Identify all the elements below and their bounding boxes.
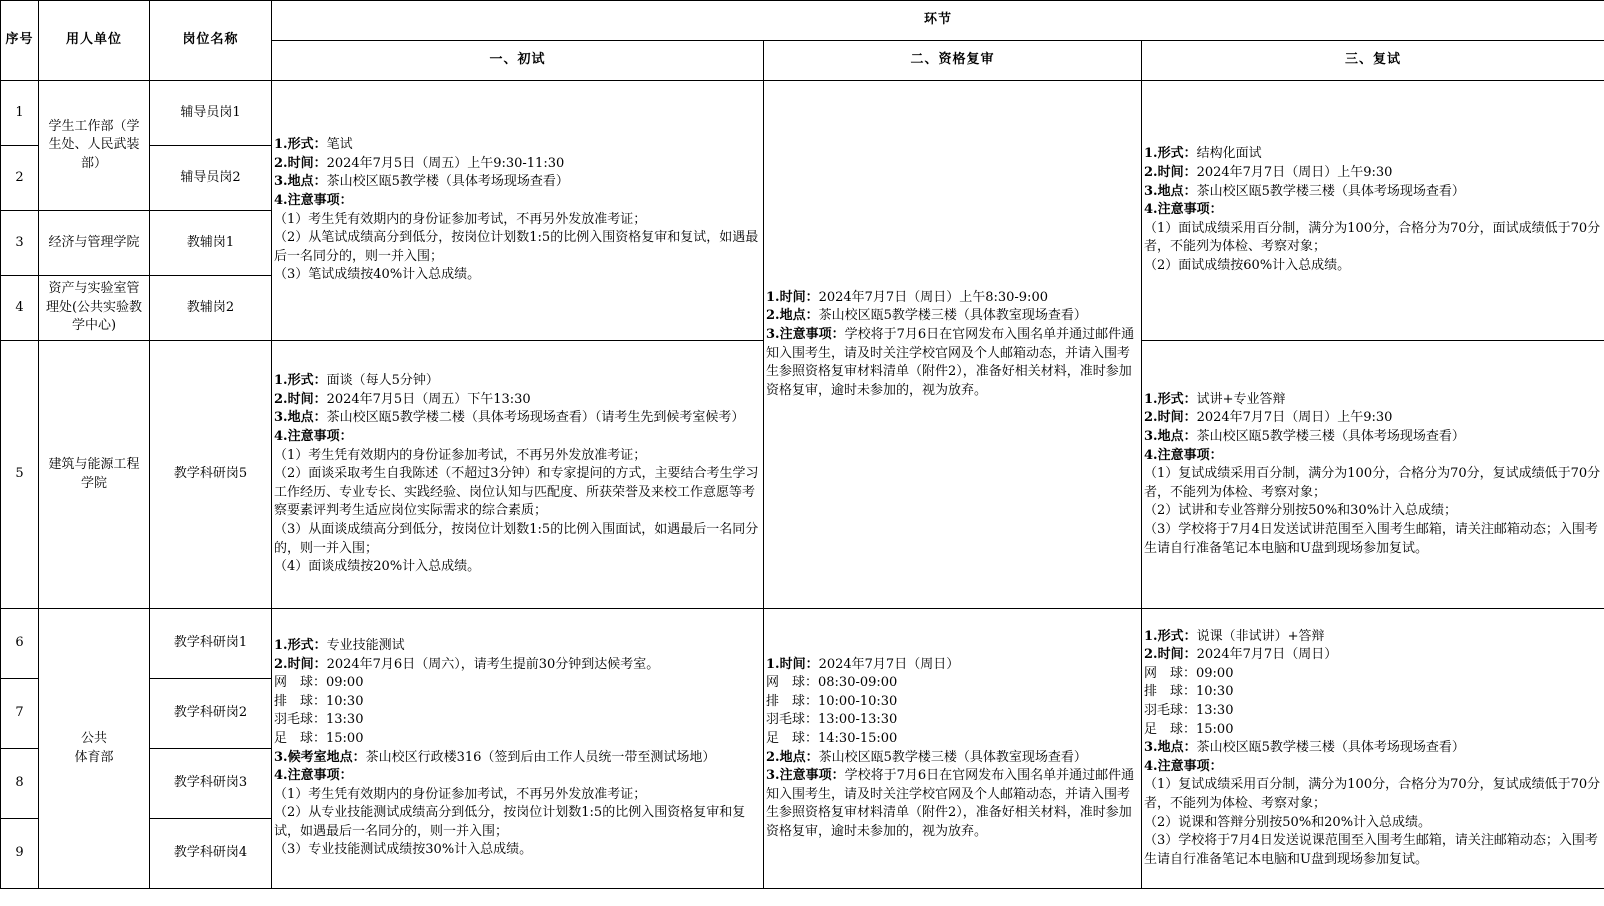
content-line (1144, 257, 1602, 276)
item-text: （1）面试成绩采用百分制，满分为100分，合格分为70分，面试成绩低于70分者，不能列为体检、考察对象； (1144, 220, 1601, 255)
item-text: （2）试讲和专业答辩分别按50%和30%计入总成绩； (1144, 503, 1458, 519)
row-unit: 建筑与能源工程学院 (39, 341, 150, 609)
content-line (1144, 739, 1602, 758)
item-text: 2024年7月5日（周五）上午9:30-11:30 (326, 155, 565, 171)
stage3-cell (1142, 81, 1604, 341)
content-line (274, 136, 761, 155)
stage1-cell (272, 81, 764, 341)
header-stage: 环节 (272, 1, 1604, 41)
content-line (1144, 409, 1602, 428)
row-seq: 7 (1, 679, 39, 749)
item-text: （4）面谈成绩按20%计入总成绩。 (274, 559, 481, 575)
item-label: 1.形式： (274, 637, 327, 653)
content-line (1144, 428, 1602, 447)
content-line (274, 786, 761, 805)
item-text: 羽毛球：13:00-13:30 (766, 712, 898, 728)
row-unit: 公共 体育部 (39, 609, 150, 889)
item-label: 1.形式： (1144, 628, 1197, 644)
row-seq: 8 (1, 749, 39, 819)
item-text: （3）专业技能测试成绩按30%计入总成绩。 (274, 842, 533, 858)
item-text: 排 球：10:30 (1144, 684, 1234, 700)
item-text: 2024年7月5日（周五）下午13:30 (326, 391, 531, 407)
item-text: （3）学校将于7月4日发送说课范围至入围考生邮箱，请关注邮箱动态；入围考生请自行准备笔记本电脑和U盘到现场参加复试。 (1144, 833, 1598, 867)
row-position: 教辅岗2 (150, 276, 272, 341)
item-label: 4.注意事项： (1144, 447, 1223, 463)
content-line (274, 693, 761, 712)
item-label: 1.形式： (274, 373, 327, 389)
item-text: 茶山校区瓯5教学楼三楼（具体考场现场查看） (1196, 183, 1465, 199)
row-seq: 1 (1, 81, 39, 146)
row-position: 辅导员岗2 (150, 146, 272, 211)
content-line (1144, 832, 1602, 869)
item-text: 茶山校区行政楼316（签到后由工作人员统一带至测试场地） (365, 749, 716, 765)
row-seq: 9 (1, 819, 39, 889)
item-text: （2）从笔试成绩高分到低分，按岗位计划数1:5的比例入围资格复审和复试，如遇最后一名同分的，则一并入围； (274, 230, 759, 264)
content-line (274, 804, 761, 841)
item-text: 学校将于7月6日在官网发布入围名单并通过邮件通知入围考生，请及时关注学校官网及个人邮箱动态，并请入围考生参照资格复审材料清单（附件2），准备好相关材料，准时参加资格复审，逾时未参加的，视为放弃。 (766, 768, 1135, 839)
item-label: 3.地点： (1144, 429, 1197, 445)
item-text: 网 球：09:00 (274, 675, 364, 691)
row-position: 教学科研岗2 (150, 679, 272, 749)
content-line (274, 521, 761, 558)
item-text: 羽毛球：13:30 (1144, 703, 1234, 719)
content-line (766, 711, 1139, 730)
row-seq: 4 (1, 276, 39, 341)
content-line (1144, 628, 1602, 647)
item-label: 2.地点： (766, 308, 819, 324)
content-line (274, 656, 761, 675)
content-line (274, 211, 761, 230)
item-text: （2）面试成绩按60%计入总成绩。 (1144, 257, 1351, 273)
item-text: （1）复试成绩采用百分制，满分为100分，合格分为70分，复试成绩低于70分者，不能列为体检、考察对象； (1144, 777, 1601, 811)
item-text: 足 球：15:00 (1144, 721, 1234, 737)
content-line (274, 465, 761, 521)
header-stage3: 三、复试 (1142, 41, 1604, 81)
content-line (1144, 683, 1602, 702)
content-line (1144, 502, 1602, 521)
item-text: 试讲+专业答辩 (1196, 391, 1286, 407)
item-text: 茶山校区瓯5教学楼三楼（具体教室现场查看） (818, 749, 1087, 765)
content-line (1144, 814, 1602, 833)
item-text: （3）从面谈成绩高分到低分，按岗位计划数1:5的比例入围面试，如遇最后一名同分的，则一并入围； (274, 521, 759, 556)
content-line (766, 767, 1139, 841)
item-text: 茶山校区瓯5教学楼三楼（具体考场现场查看） (1196, 429, 1465, 445)
content-line (274, 155, 761, 174)
row-position: 教辅岗1 (150, 211, 272, 276)
content-line (274, 409, 761, 428)
item-text: 2024年7月7日（周日）上午9:30 (1196, 165, 1393, 181)
item-text: 2024年7月6日（周六），请考生提前30分钟到达候考室。 (326, 656, 660, 672)
content-line (766, 307, 1139, 326)
item-text: 网 球：09:00 (1144, 665, 1234, 681)
stage2-cell (764, 81, 1142, 609)
item-label: 4.注意事项： (1144, 202, 1223, 218)
content-line (1144, 665, 1602, 684)
header-position: 岗位名称 (150, 1, 272, 81)
content-line (1144, 447, 1602, 466)
item-label: 2.时间： (1144, 165, 1197, 181)
item-text: （2）说课和答辩分别按50%和20%计入总成绩。 (1144, 814, 1432, 830)
content-line (274, 637, 761, 656)
content-line (1144, 646, 1602, 665)
item-label: 1.形式： (1144, 391, 1197, 407)
content-line (766, 693, 1139, 712)
item-text: 茶山校区瓯5教学楼三楼（具体教室现场查看） (818, 308, 1087, 324)
content-line (766, 326, 1139, 400)
content-line (274, 428, 761, 447)
content-line (274, 749, 761, 768)
content-line (1144, 465, 1602, 502)
header-stage2: 二、资格复审 (764, 41, 1142, 81)
item-label: 1.时间： (766, 656, 819, 672)
item-text: 排 球：10:00-10:30 (766, 693, 898, 709)
item-text: （1）考生凭有效期内的身份证参加考试，不再另外发放准考证； (274, 447, 647, 463)
item-text: 说课（非试讲）+答辩 (1196, 628, 1325, 644)
content-line (1144, 758, 1602, 777)
content-line (274, 173, 761, 192)
content-line (274, 711, 761, 730)
stage2-cell (764, 609, 1142, 889)
content-line (274, 730, 761, 749)
item-text: 2024年7月7日（周日）上午9:30 (1196, 410, 1393, 426)
header-unit: 用人单位 (39, 1, 150, 81)
item-label: 2.时间： (274, 656, 327, 672)
item-text: 面谈（每人5分钟） (326, 373, 439, 389)
item-text: 学校将于7月6日在官网发布入围名单并通过邮件通知入围考生，请及时关注学校官网及个人邮箱动态，并请入围考生参照资格复审材料清单（附件2），准备好相关材料，准时参加资格复审，逾时未参加的，视为放弃。 (766, 326, 1135, 398)
item-text: （2）面谈采取考生自我陈述（不超过3分钟）和专家提问的方式，主要结合考生学习工作经历、专业专长、实践经验、岗位认知与匹配度、所获荣誉及来校工作意愿等考察要素评判考生适应岗位实际需求的综合素质； (274, 466, 759, 519)
item-label: 2.时间： (1144, 647, 1197, 663)
item-label: 3.候考室地点： (274, 749, 366, 765)
content-line (274, 266, 761, 285)
header-stage1: 一、初试 (272, 41, 764, 81)
item-label: 4.注意事项： (1144, 758, 1223, 774)
item-label: 2.时间： (1144, 410, 1197, 426)
content-line (274, 229, 761, 266)
content-line (766, 289, 1139, 308)
content-line (1144, 776, 1602, 813)
item-text: 专业技能测试 (326, 637, 405, 653)
item-text: （1）复试成绩采用百分制，满分为100分，合格分为70分，复试成绩低于70分者，不能列为体检、考察对象； (1144, 466, 1601, 500)
row-seq: 6 (1, 609, 39, 679)
content-line (274, 841, 761, 860)
item-text: 足 球：14:30-15:00 (766, 730, 898, 746)
row-seq: 3 (1, 211, 39, 276)
content-line (766, 730, 1139, 749)
item-text: 2024年7月7日（周日） (818, 656, 960, 672)
item-label: 1.时间： (766, 289, 819, 305)
item-label: 3.注意事项： (766, 326, 845, 342)
content-line (274, 767, 761, 786)
row-seq: 2 (1, 146, 39, 211)
item-text: 茶山校区瓯5教学楼三楼（具体考场现场查看） (1196, 740, 1465, 756)
item-text: 结构化面试 (1196, 146, 1262, 162)
item-text: （2）从专业技能测试成绩高分到低分，按岗位计划数1:5的比例入围资格复审和复试，如遇最后一名同分的，则一并入围； (274, 805, 746, 839)
item-label: 4.注意事项： (274, 429, 353, 445)
content-line (274, 391, 761, 410)
item-label: 3.地点： (274, 410, 327, 426)
item-text: 2024年7月7日（周日）上午8:30-9:00 (818, 289, 1048, 305)
item-label: 3.地点： (1144, 183, 1197, 199)
row-position: 教学科研岗4 (150, 819, 272, 889)
item-label: 3.地点： (274, 174, 327, 190)
row-position: 教学科研岗1 (150, 609, 272, 679)
item-text: 排 球：10:30 (274, 693, 364, 709)
item-text: 足 球：15:00 (274, 730, 364, 746)
row-unit: 资产与实验室管理处(公共实验教学中心) (39, 276, 150, 341)
row-seq: 5 (1, 341, 39, 609)
row-position: 教学科研岗5 (150, 341, 272, 609)
item-label: 2.时间： (274, 391, 327, 407)
item-label: 1.形式： (274, 137, 327, 153)
item-label: 2.时间： (274, 155, 327, 171)
content-line (1144, 220, 1602, 257)
item-text: 羽毛球：13:30 (274, 712, 364, 728)
item-text: 笔试 (326, 137, 353, 153)
content-line (1144, 164, 1602, 183)
content-line (274, 192, 761, 211)
item-text: 茶山校区瓯5教学楼（具体考场现场查看） (326, 174, 569, 190)
content-line (766, 749, 1139, 768)
content-line (274, 447, 761, 466)
row-unit: 学生工作部（学生处、人民武装部） (39, 81, 150, 211)
stage1-cell (272, 609, 764, 889)
content-line (1144, 183, 1602, 202)
content-line (1144, 702, 1602, 721)
item-label: 4.注意事项： (274, 768, 353, 784)
content-line (1144, 201, 1602, 220)
row-unit: 经济与管理学院 (39, 211, 150, 276)
content-line (1144, 145, 1602, 164)
item-label: 3.注意事项： (766, 768, 845, 784)
item-text: （1）考生凭有效期内的身份证参加考试，不再另外发放准考证； (274, 211, 647, 227)
item-label: 3.地点： (1144, 740, 1197, 756)
item-text: 2024年7月7日（周日） (1196, 647, 1338, 663)
content-line (766, 674, 1139, 693)
stage3-cell (1142, 609, 1604, 889)
item-text: （1）考生凭有效期内的身份证参加考试，不再另外发放准考证； (274, 786, 647, 802)
item-label: 2.地点： (766, 749, 819, 765)
content-line (274, 372, 761, 391)
row-position: 辅导员岗1 (150, 81, 272, 146)
content-line (1144, 721, 1602, 740)
row-position: 教学科研岗3 (150, 749, 272, 819)
item-text: 网 球：08:30-09:00 (766, 675, 898, 691)
item-text: 茶山校区瓯5教学楼二楼（具体考场现场查看）（请考生先到候考室候考） (326, 410, 745, 426)
item-text: （3）笔试成绩按40%计入总成绩。 (274, 267, 481, 283)
stage1-cell (272, 341, 764, 609)
content-line (274, 558, 761, 577)
header-seq: 序号 (1, 1, 39, 81)
content-line (274, 674, 761, 693)
item-label: 4.注意事项： (274, 192, 353, 208)
content-line (1144, 521, 1602, 558)
item-text: （3）学校将于7月4日发送试讲范围至入围考生邮箱，请关注邮箱动态；入围考生请自行准备笔记本电脑和U盘到现场参加复试。 (1144, 521, 1598, 556)
stage3-cell (1142, 341, 1604, 609)
content-line (766, 656, 1139, 675)
content-line (1144, 391, 1602, 410)
item-label: 1.形式： (1144, 146, 1197, 162)
